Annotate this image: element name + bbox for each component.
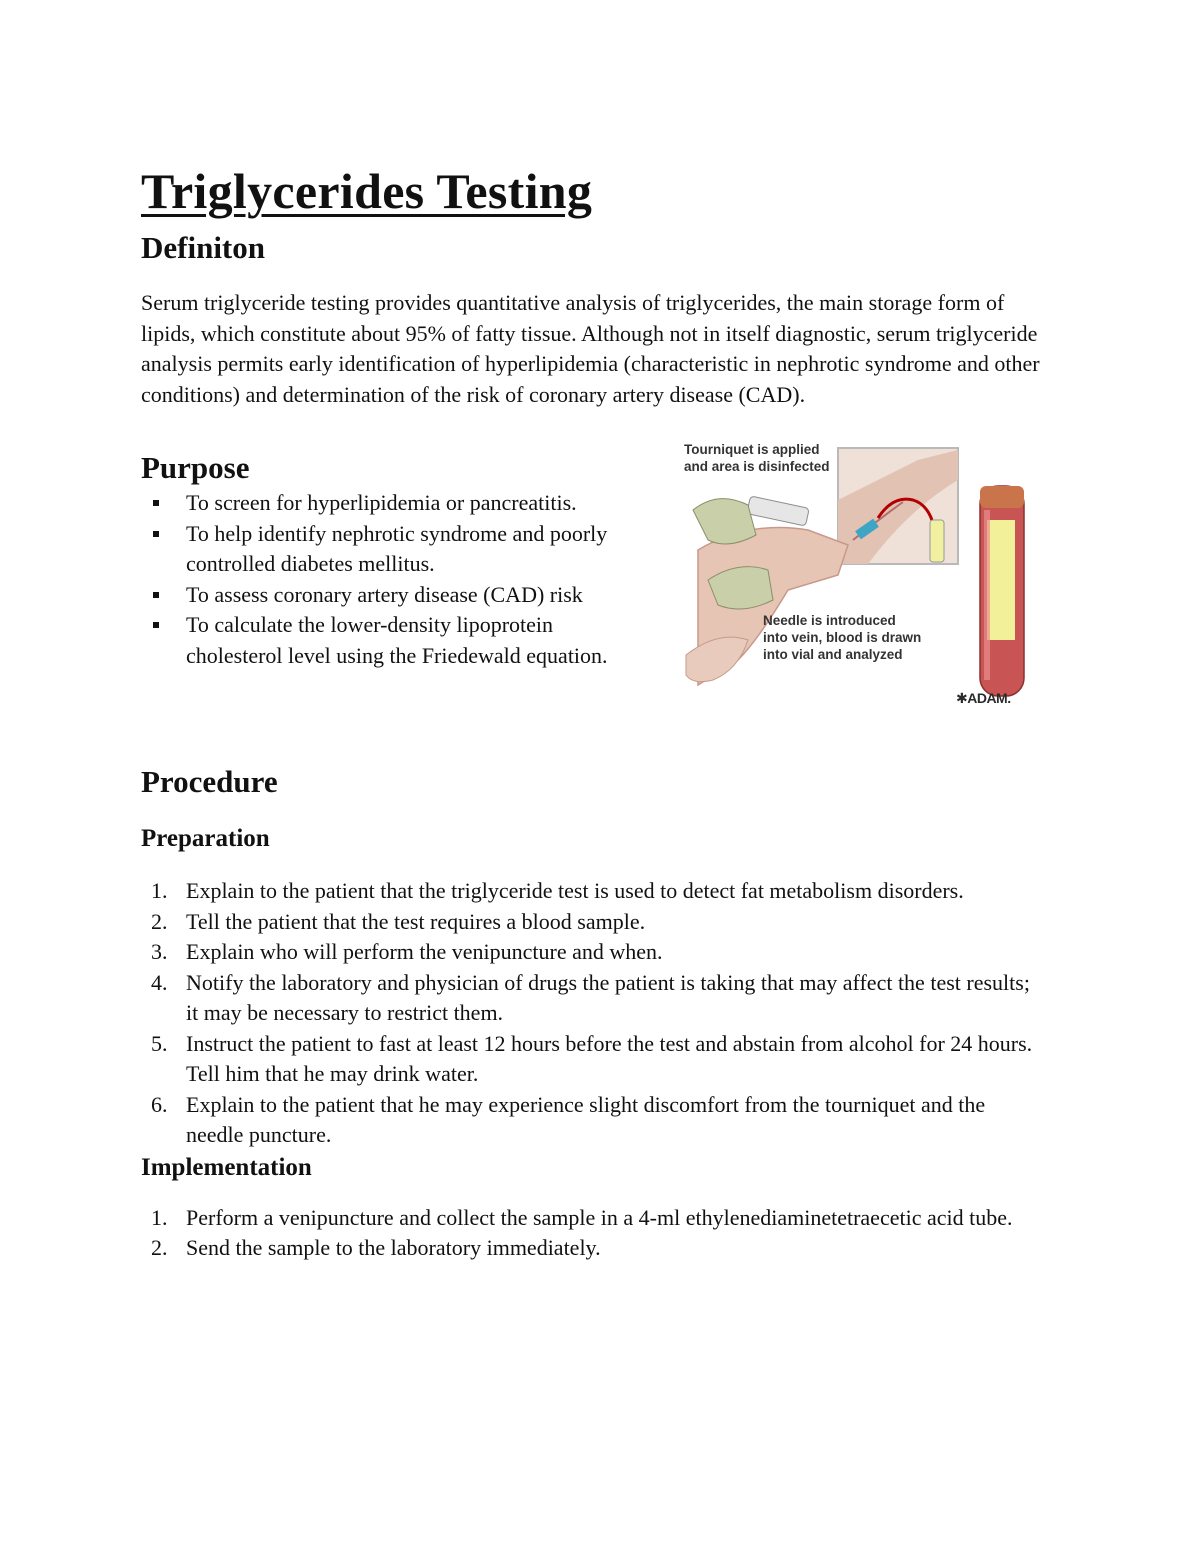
purpose-list [141, 488, 641, 671]
preparation-heading: Preparation [141, 825, 270, 852]
list-item: 1. Perform a venipuncture and collect the sample in a 4-ml ethylenediaminetetraecetic acid tube. [151, 1204, 1013, 1230]
purpose-item: To calculate the lower-density lipoprotein cholesterol level using the Friedewald equation. [141, 610, 641, 671]
document-title: Triglycerides Testing [141, 163, 593, 219]
list-item: 6. Explain to the patient that he may experience slight discomfort from the tourniquet and the needle puncture. [151, 1091, 986, 1147]
definition-heading: Definiton [141, 230, 265, 265]
list-item: 3. Explain who will perform the venipuncture and when. [151, 939, 663, 964]
implementation-list [141, 1203, 1046, 1264]
bullet-icon [153, 592, 159, 598]
venipuncture-drawing [678, 440, 1073, 720]
document-page [141, 160, 1061, 1264]
figure-caption-top: Tourniquet is applied and area is disinfected [684, 442, 830, 474]
list-item: 2. Send the sample to the laboratory immediately. [151, 1235, 601, 1260]
implementation-heading: Implementation [141, 1153, 312, 1181]
procedure-heading: Procedure [141, 764, 278, 799]
adam-logo: ✱ADAM. [956, 690, 1011, 706]
list-item: 2. Tell the patient that the test requires a blood sample. [151, 908, 646, 934]
venipuncture-illustration [678, 440, 1073, 720]
purpose-section [141, 442, 1061, 760]
purpose-item: To assess coronary artery disease (CAD) risk [141, 580, 641, 611]
bullet-icon [153, 622, 159, 628]
hand-shape [686, 637, 748, 682]
list-item: 5. Instruct the patient to fast at least 12 hours before the test and abstain from alcohol for 24 hours. Tell him that he may drink water. [151, 1030, 1033, 1086]
purpose-item: To help identify nephrotic syndrome and poorly controlled diabetes mellitus. [141, 519, 641, 580]
list-item: 1. Explain to the patient that the triglyceride test is used to detect fat metabolism disorders. [151, 878, 964, 903]
vial-label [987, 520, 1015, 640]
purpose-item: To screen for hyperlipidemia or pancreatitis. [141, 488, 641, 519]
list-item: 4. Notify the laboratory and physician of drugs the patient is taking that may affect the test results; it may be necessary to restrict them. [151, 969, 1030, 1025]
bullet-icon [153, 531, 159, 537]
glove-top [693, 499, 756, 544]
bullet-icon [153, 500, 159, 506]
tourniquet-band [747, 496, 809, 526]
purpose-heading: Purpose [141, 450, 250, 485]
figure-caption-bottom: Needle is introduced into vein, blood is drawn into vial and analyzed [763, 613, 922, 662]
vial-highlight [984, 510, 990, 680]
small-vial [930, 520, 944, 562]
preparation-list [141, 876, 1046, 1151]
definition-text: Serum triglyceride testing provides quantitative analysis of triglycerides, the main storage form of lipids, which constitute about 95% of fatty tissue. Although not in itself diagnostic, serum triglyceride analysis permits early identification of hyperlipidemia (characteristic in nephrotic syndrome and other conditions) and determination of the risk of coronary artery disease (CAD). [141, 290, 1040, 407]
vial-cap [980, 486, 1024, 508]
